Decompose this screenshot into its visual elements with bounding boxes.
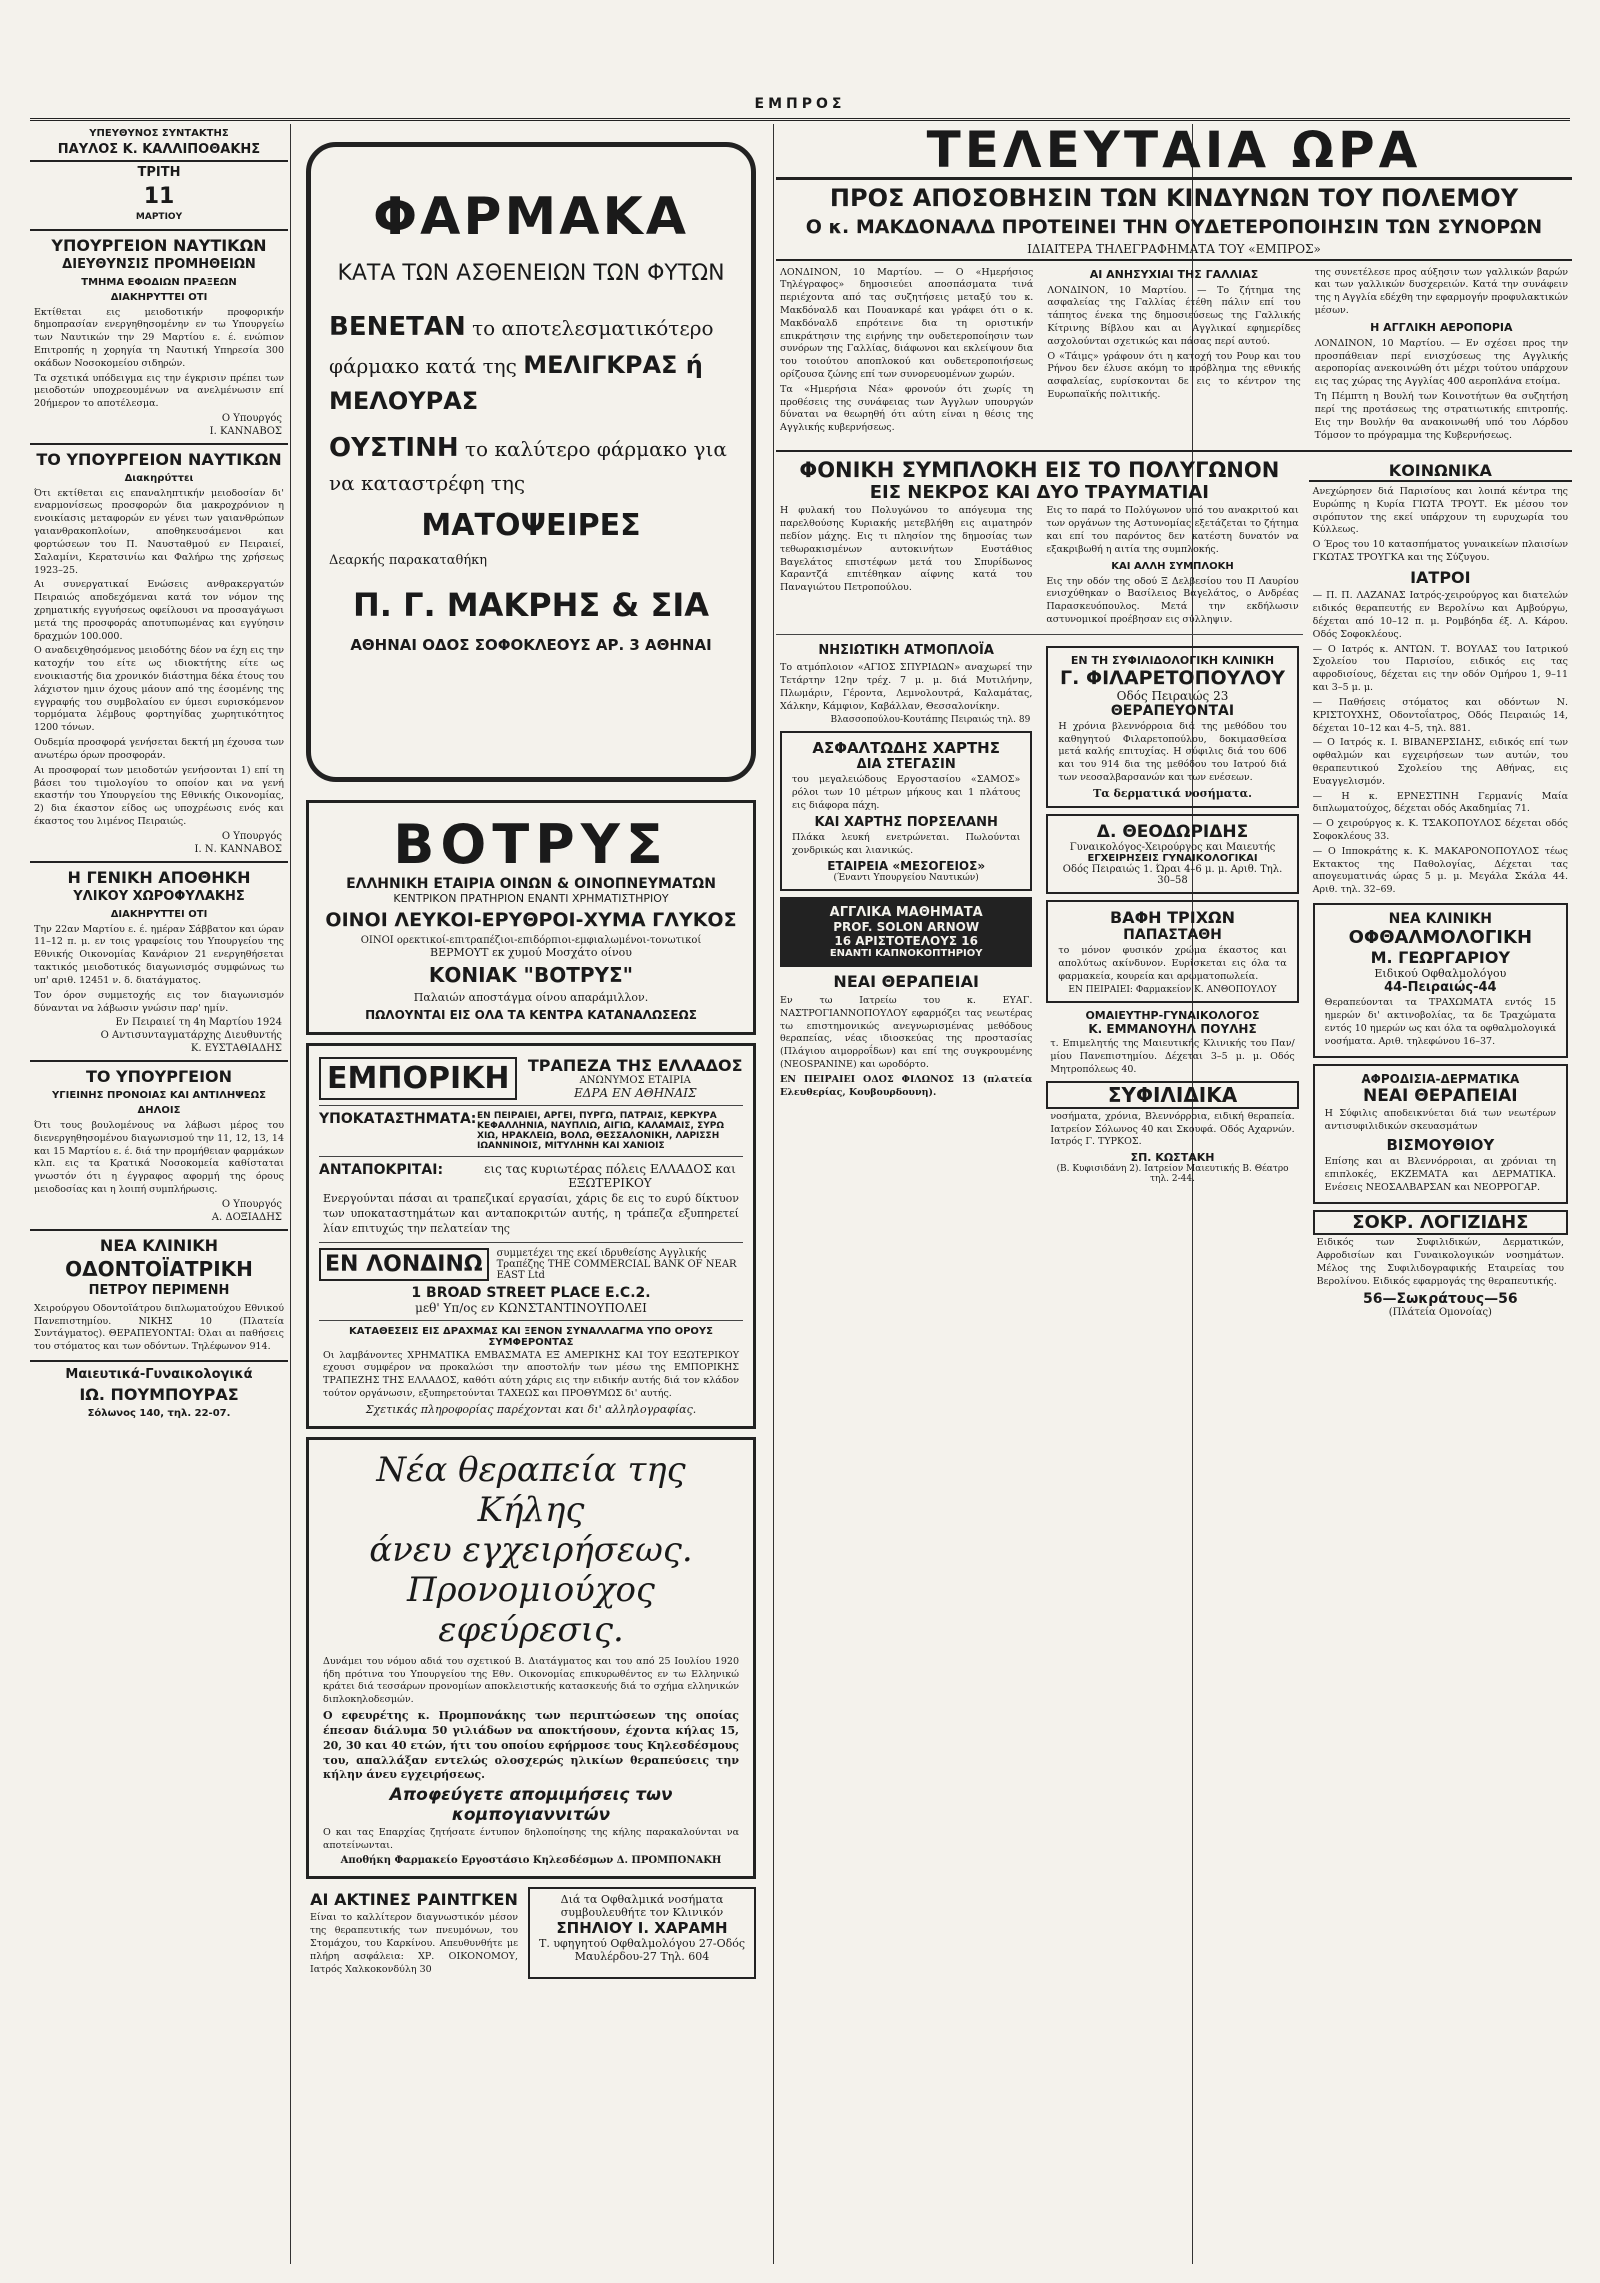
ad-title: ΝΕΑ ΚΛΙΝΙΚΗ (1388, 911, 1493, 928)
doctor-listing: — Π. Π. ΛΑΖΑΝΑΣ Ιατρός-χειρούργος και διατελών ειδικός θεραπευτής εν Βερολίνω και Αμβούργω, δέχεται από 10–12 π. μ. Ρομβόηδα έξ. Λ. Κάρου. Οδός Σοφοκλέους. (1312, 590, 1568, 640)
ad-title: ΒΑΦΗ ΤΡΙΧΩΝ (1109, 907, 1236, 927)
ad-body: Ο και τας Επαρχίας ζητήσατε έντυπον δηλοποίησης της κήλης παρακαλούνται να αποτείνωνται. (323, 1827, 739, 1852)
ad-title: ΝΕΑ ΚΛΙΝΙΚΗ (99, 1235, 219, 1255)
notice-body: Ότι εκτίθεται εις επαναληπτικήν μειοδοσίαν δι' εναρμονίσεως προσφορών δια μακροχρόνιον η ενοικίασις μεταφορών εν γένει των γαιανθρώπων γαιανθρακοπλοίων, αποθηκευσάμενοι και φορτώσεων του Π. Ναυσταθμού εν Πειραιεί, Σαλαμίνι, Κερατσινίω και Φαλήρω της χρήσεως 1923–25. (34, 487, 284, 576)
ad-address: Οδός Πειραιώς 23 (1116, 688, 1229, 703)
column-1 (30, 124, 288, 2269)
ad-emporiki-bank (306, 1043, 756, 1429)
product-desc: το καλύτερο φάρμακο για να καταστρέφη της (329, 437, 727, 495)
ad-body: τ. Επιμελητής της Μαιευτικής Κλινικής του Παν/μίου Πανεπιστημίου. Δέχεται 3–5 μ. μ. Οδός Μητροπόλεως 40. (1050, 1038, 1295, 1075)
ad-subtitle: ΕΛΛΗΝΙΚΗ ΕΤΑΙΡΙΑ ΟΙΝΩΝ & ΟΙΝΟΠΝΕΥΜΑΤΩΝ (346, 876, 716, 892)
ad-title: ΕΝ ΤΗ ΣΥΦΙΛΙΔΟΛΟΓΙΚΗ ΚΛΙΝΙΚΗ (1070, 653, 1275, 667)
bank-info: Σχετικάς πληροφορίας παρέχονται και δι' αλληλογραφίας. (365, 1402, 697, 1416)
ad-body: Επίσης και αι Βλεννόρροιαι, αι χρόνιαι τη επιπλοκές, ΕΚΖΕΜΑΤΑ και ΔΕΡΜΑΤΙΚΑ. Ενέσεις ΝΕΟΣΑΛΒΑΡΣΑΝ και ΝΕΟΡΡΟΓΑΡ. (1324, 1155, 1556, 1193)
ad-name: ΣΠ. ΚΩΣΤΑΚΗ (1130, 1151, 1215, 1165)
ad-address: 16 ΑΡΙΣΤΟΤΕΛΟΥΣ 16 (834, 934, 978, 949)
ad-subtitle: ΚΑΤΑ ΤΩΝ ΑΣΘΕΝΕΙΩΝ ΤΩΝ ΦΥΤΩΝ (337, 261, 725, 286)
bank-subtitle: ΤΡΑΠΕΖΑ ΤΗΣ ΕΛΛΑΔΟΣ (527, 1056, 743, 1075)
bank-deposits: ΚΑΤΑΘΕΣΕΙΣ ΕΙΣ ΔΡΑΧΜΑΣ ΚΑΙ ΞΕΝΟΝ ΣΥΝΑΛΛΑΓΜΑ ΥΠΟ ΟΡΟΥΣ ΣΥΜΦΕΡΟΝΤΑΣ (349, 1325, 713, 1348)
bank-branches-label: ΥΠΟΚΑΤΑΣΤΗΜΑΤΑ: (319, 1111, 477, 1127)
section-title: ΚΟΙΝΩΝΙΚΑ (1309, 462, 1572, 482)
ad-body: Ο εφευρέτης κ. Προμπονάκης των περιπτώσεων της οποίας έπεσαν διάλυμα 50 γιλιάδων να αποκτήσουν, έχοντα κήλας 15, 20, 30 και 40 ετών, ήτι του οποίου εφήρμοσε τους Κηλεσδέσμους του, απαλλάξαν εντελώς ολοσχερώς ηλικίων θεραπεύσεις την κήλην άνευ εγχειρήσεως. (323, 1709, 739, 1782)
ad-body: ΒΕΡΜΟΥΤ εκ χυμού Μοσχάτο οίνου (430, 946, 632, 959)
ad-gynecologist (1046, 814, 1298, 894)
ad-subtitle: ΚΑΙ ΧΑΡΤΗΣ ΠΟΡΣΕΛΑΝΗ (814, 814, 998, 830)
ad-logizidis (1313, 1210, 1568, 1317)
article-subtitle: ΕΙΣ ΝΕΚΡΟΣ ΚΑΙ ΔΥΟ ΤΡΑΥΜΑΤΙΑΙ (869, 482, 1209, 504)
notice-health-ministry (30, 1068, 288, 1222)
column-rule (290, 124, 291, 2264)
ad-tagline: Δεαρκής παρακαταθήκη (329, 553, 488, 568)
ad-name: ΠΑΠΑΣΤΑΘΗ (1123, 926, 1222, 943)
notice-subtitle: ΔΙΑΚΗΡΥΤΤΕΙ ΟΤΙ (110, 908, 208, 920)
ad-body: Χειρούργου Οδοντοϊάτρου διπλωματούχου Εθνικού Πανεπιστημίου. ΝΙΚΗΣ 10 (Πλατεία Συντάγματος). ΘΕΡΑΠΕΥΟΝΤΑΙ: Όλαι αι παθήσεις του στόματος και των οδόντων. Τηλέφωνον 914. (34, 1302, 284, 1353)
bank-remittances: Οι λαμβάνοντες ΧΡΗΜΑΤΙΚΑ ΕΜΒΑΣΜΑΤΑ ΕΞ ΑΜΕΡΙΚΗΣ ΚΑΙ ΤΟΥ ΕΞΩΤΕΡΙΚΟΥ εχουσι συμφέρον να προκαλώσι την αποστολήν των μέσω της ΕΜΠΟΡΙΚΗΣ ΤΡΑΠΕΖΗΣ ΤΗΣ ΕΛΛΑΔΟΣ, καθότι αύτη χάρις εις την ειδικήν αυτής διά τον κλάδον τούτον οργάνωσιν, εξυπηρετούνται ΤΑΧΕΩΣ και ΠΡΟΘΥΜΩΣ δι' αυτής. (323, 1349, 739, 1399)
ad-body: Η χρόνια βλεννόρροια διά της μεθόδου του καθηγητού Φιλαρετοπούλου, δοκιμασθείσα μετά καλής επιτυχίας. Η σύφιλις διά του 606 και του 914 δια της μεθόδου του Ιατρού διά των νεοσαλβαρσανών και των ενέσεων. (1058, 720, 1287, 784)
ad-body: Η Σύφιλις αποδεικνύεται διά των νεωτέρων αντισυφιλιδικών σκευασμάτων (1324, 1108, 1556, 1133)
bank-london-text: συμμετέχει της εκεί ιδρυθείσης Αγγλικής Τραπέζης THE COMMERCIAL BANK OF NEAR EAST Ltd (496, 1247, 737, 1281)
article-body: Τα «Ημερήσια Νέα» φρονούν ότι χωρίς τη προθέσεις της συνάφειας των Άγγλων υπουργών δύναται να θεωρηθή ότι αύτη είναι η θέσις της Αγγλικής κυβερνήσεως. (780, 383, 1034, 434)
ad-address: Βλασσοπούλου-Κουτάπης Πειραιώς τηλ. 89 (830, 715, 1031, 726)
ad-subtitle: Ειδικού Οφθαλμολόγου (1374, 967, 1507, 981)
article-body: Εις το παρά το Πολύγωνον υπό του ανακριτού και των οργάνων της Αστυνομίας εξετάζεται το ζήτημα και επί του παρόντος δεν κατέστη δυνατόν να εξακριβωθή η αιτία της συμπλοκής. (1046, 505, 1299, 555)
ad-address: Σόλωνος 140, τηλ. 22-07. (87, 1407, 231, 1419)
bank-subtitle: ΑΝΩΝΥΜΟΣ ΕΤΑΙΡΙΑ (579, 1075, 691, 1086)
ad-name: Κ. ΕΜΜΑΝΟΥΗΛ ΠΟΥΛΗΣ (1088, 1022, 1257, 1037)
product-target: ΜΕΛΙΓΚΡΑΣ ή ΜΕΛΟΥΡΑΣ (329, 351, 703, 415)
notice-gendarmerie (30, 869, 288, 1055)
article-title: Η ΑΓΓΛΙΚΗ ΑΕΡΟΠΟΡΙΑ (1370, 320, 1513, 334)
bank-operations: Ενεργούνται πάσαι αι τραπεζικαί εργασίαι, χάρις δε εις το ευρύ δίκτυον των υποκαταστημάτων και ανταποκριτών αυτής, η τράπεζα εξυπηρετεί λίαν επιτυχώς την πελατείαν της (323, 1192, 739, 1235)
notice-date: Εν Πειραιεί τη 4η Μαρτίου 1924 (115, 1017, 282, 1029)
doctor-listing: — Παθήσεις στόματος και οδόντων Ν. ΚΡΙΣΤΟΥΧΗΣ, Οδοντοΐατρος, Οδός Πειραιώς 14, δέχεται 10–12 και 4–5, τηλ. 881. (1312, 696, 1568, 734)
ad-plant-medicines (306, 142, 756, 782)
notice-subtitle: ΔΗΛΟΙΣ (137, 1104, 181, 1116)
social-body: Ανεχώρησεν διά Παρισίους και λοιπά κέντρα της Ευρώπης η Κυρία ΓΙΩΤΑ ΤΡΟΥΤ. Εκ μέσου τον σιρόπυτον της εκεί υπάρχουν τη ευρυχωρία του Κύλλεως. (1312, 485, 1568, 536)
ad-body: Εν τω Ιατρείω του κ. ΕΥΑΓ. ΝΑΣΤΡΟΓΙΑΝΝΟΠΟΥΛΟΥ εφαρμόζει τας νεωτέρας τω επιστημονικώς ανεγνωρισμένας μεθόδους θεραπείας, νέας ιδιοσκεύας της προστασίας (Πλάγιου αιμορροΐδων) και επί της συγκρουμένης (NEOSPANINE) και ωροδόρτο. (780, 995, 1033, 1071)
ad-address: 56—Σωκράτους—56 (1363, 1290, 1518, 1307)
ad-name: ΠΕΤΡΟΥ ΠΕΡΙΜΕΝΗ (88, 1283, 230, 1299)
article-body: Τη Πέμπτη η Βουλή των Κοινοτήτων θα συζητήση περί της προτάσεως της στρατιωτικής επιτροπής. Εις την Βουλήν θα ανακοινωθή υπό του Λόρδου Τόμσον το πρόγραμμα της Κυβερνήσεως. (1314, 391, 1568, 441)
masthead: ΕΜΠΡΟΣ (30, 96, 1570, 121)
ad-address: (Έναντι Υπουργείου Ναυτικών) (833, 873, 979, 884)
ad-name: ΙΩ. ΠΟΥΜΠΟΥΡΑΣ (79, 1385, 239, 1405)
column-rule (773, 124, 774, 2264)
day-label: ΤΡΙΤΗ (137, 165, 181, 181)
ad-body: Παλαιών αποστάγμα οίνου απαράμιλλον. (413, 991, 649, 1004)
ad-body: Το ατμόπλοιον «ΑΓΙΟΣ ΣΠΥΡΙΔΩΝ» αναχωρεί την Τετάρτην 12ην τρέχ. 7 μ. μ. διά Μυτιλήνην, Πλωμάριν, Γέροντα, Λεμνολουτρά, Καλαμάτας, Χάλκην, Κάμφιον, Καβάλλαν, Θεσσαλονίκην. (780, 662, 1033, 712)
notice-title: ΤΟ ΥΠΟΥΡΓΕΙΟΝ ΝΑΥΤΙΚΩΝ (36, 450, 282, 470)
headline-sub: ΠΡΟΣ ΑΠΟΣΟΒΗΣΙΝ ΤΩΝ ΚΙΝΔΥΝΩΝ ΤΟΥ ΠΟΛΕΜΟΥ (829, 183, 1519, 212)
ad-hair-dye (1046, 900, 1298, 1003)
notice-subtitle: ΥΓΙΕΙΝΗΣ ΠΡΟΝΟΙΑΣ ΚΑΙ ΑΝΤΙΛΗΨΕΩΣ (52, 1089, 266, 1101)
headline-sub: ΙΔΙΑΙΤΕΡΑ ΤΗΛΕΓΡΑΦΗΜΑΤΑ ΤΟΥ «ΕΜΠΡΟΣ» (776, 242, 1572, 261)
article-body: ΛΟΝΔΙΝΟΝ, 10 Μαρτίου. — Ο «Ημερήσιος Τηλέγραφος» δημοσιεύει αποσπάσματα τινά περιέχοντα από τας συζητήσεις μεταξύ του κ. Μακδόναλδ και Πουανκαρέ και γράφει ότι ο κ. Μακδόναλδ επρότεινε δια τη οριστικήν επικράτησιν της ειρήνης την ουδετεροποίησιν των συνόρων της Γαλλίας, διάφωνοι και εκλείψουν δια του τοιούτου αποπλοκού και ουδετεροποιήσεως ορίζουσα ζώνης επί των συνορευομένων χωρών. (780, 266, 1034, 380)
ad-title: Προνομιούχος εφεύρεσις. (407, 1569, 655, 1650)
ad-address: Αποθήκη Φαρμακείο Εργοστάσιο Κηλεσδέσμων Δ. ΠΡΟΜΠΟΝΑΚΗ (340, 1854, 722, 1866)
bank-correspondents: εις τας κυριωτέρας πόλεις ΕΛΛΑΔΟΣ και ΕΞΩΤΕΡΙΚΟΥ (484, 1162, 736, 1190)
ad-products: ΟΙΝΟΙ ΛΕΥΚΟΙ-ΕΡΥΘΡΟΙ-ΧΥΜΑ ΓΛΥΚΟΣ (325, 909, 737, 931)
ad-obstetrician (1046, 1009, 1298, 1076)
ad-title: ΟΦΘΑΛΜΟΛΟΓΙΚΗ (1348, 927, 1533, 949)
notice-subtitle: ΔΙΕΥΘΥΝΣΙΣ ΠΡΟΜΗΘΕΙΩΝ (62, 257, 256, 273)
ad-title: ΣΥΦΙΛΙΔΙΚΑ (1046, 1081, 1298, 1109)
notice-signature: Ι. ΚΑΝΝΑΒΟΣ (209, 426, 282, 438)
notice-signature: Ο Αντισυνταγματάρχης Διευθυντής (100, 1030, 282, 1042)
bank-name: ΕΜΠΟΡΙΚΗ (319, 1057, 517, 1100)
ad-body: Δυνάμει του νόμου αδιά του σχετικού Β. Διατάγματος και του από 25 Ιουλίου 1920 ήδη πρότινα του Υπουργείου της Εθν. Οικονομίας επικυρωθέντος εν τω Ελληνικώ κράτει διά τεσσάρων προνομίων αποκλειστικής κατασκευής διά το σχήμα ελληνικών διπλοκηλοδεσμών. (323, 1655, 739, 1706)
notice-signature: Α. ΔΟΞΙΑΔΗΣ (211, 1211, 282, 1223)
notice-body: Αι συνεργατικαί Ενώσεις ανθρακεργατών Πειραιώς αποδεχόμεναι κατά τον νόμον της χρηματικής εγγυήσεως οφείλουσι να προσαγάγωσι μετά της προσφοράς αποτυπωμένας και εγγύησιν δραχμών 100.000. (34, 579, 284, 642)
bank-london-address: μεθ' Υπ/ος εν ΚΩΝΣΤΑΝΤΙΝΟΥΠΟΛΕΙ (415, 1300, 647, 1315)
ad-subtitle: ΕΓΧΕΙΡΗΣΕΙΣ ΓΥΝΑΙΚΟΛΟΓΙΚΑΙ (1087, 852, 1258, 864)
product-desc: το αποτελεσματικότερο φάρμακο κατά της (329, 316, 714, 378)
bank-subtitle: ΕΔΡΑ ΕΝ ΑΘΗΝΑΙΣ (574, 1086, 697, 1100)
lower-row (776, 458, 1572, 1321)
ad-votrys-wines (306, 800, 756, 1035)
notice-body: Αι προσφοραί των μειοδοτών γενήσονται 1) επί τη βάσει του τιμολογίου το οποίον και να γενή εκαστήν του Υπουργείου της Εθνικής Οικονομίας, 2) δια έκαστον είδος ως υποχρέωσις ενός και έκαστος του λιμένος Πειραιώς. (34, 764, 284, 827)
ad-body: Πλάκα λευκή ενετρώνεται. Πωλούνται χονδρικώς και λιανικώς. (792, 831, 1021, 856)
headline-sub: Ο κ. ΜΑΚΔΟΝΑΛΔ ΠΡΟΤΕΙΝΕΙ ΤΗΝ ΟΥΔΕΤΕΡΟΠΟΙΗΣΙΝ ΤΩΝ ΣΥΝΟΡΩΝ (805, 215, 1543, 238)
ad-name: ΣΟΚΡ. ΛΟΓΙΖΙΔΗΣ (1313, 1210, 1568, 1235)
section-title: ΙΑΤΡΟΙ (1410, 567, 1471, 587)
ad-title: ΑΓΓΛΙΚΑ ΜΑΘΗΜΑΤΑ (829, 905, 983, 921)
ad-title: ΑΙ ΑΚΤΙΝΕΣ ΡΑΙΝΤΓΚΕΝ (310, 1889, 518, 1909)
article-body: Εις την οδόν της οδού Ξ Δελβεσίου του Π Λαυρίου ενισχύθηκαν ο Βασίλειος Βαγελάτος, ο Ανδρέας Παρασκευόπουλος. Μετά την εκδήλωσιν αστυνομικοί προέβησαν εις σύλληψιν. (1046, 575, 1299, 626)
ad-title: Νέα θεραπεία της Κήλης (376, 1449, 686, 1530)
ad-company: Π. Γ. ΜΑΚΡΗΣ & ΣΙΑ (353, 586, 709, 624)
article-body: Ο «Τάιμς» γράφουν ότι η κατοχή του Ρουρ και του Ρήνου δεν έλυσε ακόμη το πρόβλημα της εθνικής ασφαλείας, ευρίσκονται δε εις το κέντρον της Ευρωπαϊκής πολιτικής. (1047, 350, 1301, 401)
notice-body: Τον όρον συμμετοχής εις τον διαγωνισμόν δύνανται να λάβωσιν γνώσιν παρ' ημίν. (34, 989, 284, 1014)
notice-body: Εκτίθεται εις μειοδοτικήν προφορικήν δημοπρασίαν ενεργηθησομένην εν τω Υπουργείω των Ναυτικών την 29 Μαρτίου ε. έ. ενώπιον Επιτροπής η χορηγία τη Ναυτική Υπηρεσία 300 οκάδων Νοσοκομείου σιδηρών. (34, 306, 284, 369)
article-body: ΛΟΝΔΙΝΟΝ, 10 Μαρτίου. — Εν σχέσει προς την προσπάθειαν περί ενισχύσεως της Αγγλικής αεροπορίας ανεκοινώθη ότι μέχρι τούτου υπάρχουν εις τας χώρας της Αγγλίας 400 αεροπλάνα ετοίμα. (1314, 337, 1568, 388)
ad-name: Μ. ΓΕΩΡΓΑΡΙΟΥ (1370, 948, 1511, 968)
headline: ΤΕΛΕΥΤΑΙΑ ΩΡΑ (776, 124, 1572, 180)
bank-correspondents-label: ΑΝΤΑΠΟΚΡΙΤΑΙ: (319, 1162, 444, 1178)
ad-body: Τα δερματικά νοσήματα. (1093, 786, 1252, 800)
ad-address: ΕΝ ΠΕΙΡΑΙΕΙ ΟΔΟΣ ΦΙΛΩΝΟΣ 13 (πλατεία Ελευθερίας, Κουβουρδουνη). (780, 1073, 1033, 1098)
ad-address: 44-Πειραιώς-44 (1384, 980, 1497, 996)
ad-subtitle: ΘΕΡΑΠΕΥΟΝΤΑΙ (1110, 702, 1235, 719)
ad-body: Ειδικός των Συφιλιδικών, Δερματικών, Αφροδισίων και Γυναικολογικών νοσημάτων. Μέλος της Συφιλιδογραφικής Εταιρείας του Βερολίνου. Ειδικός εφαρμογάς της θεραπευτικής. (1316, 1237, 1564, 1287)
notice-subtitle: ΔΙΑΚΗΡΥΤΤΕΙ ΟΤΙ (110, 291, 208, 303)
ad-syphilis-clinic (1046, 646, 1298, 808)
ad-address: ΕΝ ΠΕΙΡΑΙΕΙ: Φαρμακείον Κ. ΑΝΘΟΠΟΥΛΟΥ (1068, 985, 1277, 996)
bank-branches: ΕΝ ΠΕΙΡΑΙΕΙ, ΑΡΓΕΙ, ΠΥΡΓΩ, ΠΑΤΡΑΙΣ, ΚΕΡΚΥΡΑ ΚΕΦΑΛΛΗΝΙΑ, ΝΑΥΠΛΙΩ, ΑΙΓΙΩ, ΚΑΛΑΜΑΙΣ, ΣΥΡΩ ΧΙΩ, ΗΡΑΚΛΕΙΩ, ΒΟΛΩ, ΘΕΣΣΑΛΟΝΙΚΗ, ΛΑΡΙΣΣΗ ΙΩΑΝΝΙΝΟΙΣ, ΜΙΤΥΛΗΝΗ ΚΑΙ ΧΑΝΙΟΙΣ (477, 1111, 725, 1151)
doctor-listing: — Ο Ιπποκράτης κ. Κ. ΜΑΚΑΡΟΝΟΠΟΥΛΟΣ τέως Εκτακτος της Παθολογίας, Δέχεται τας απογευματινάς ώρας 5 μ. μ. Μεγάλα Σκάλα 44. Αριθ. τηλ. 32–69. (1312, 845, 1568, 896)
ad-name: PROF. SOLON ARNOW (833, 920, 980, 935)
column-3 (776, 124, 1572, 2269)
ad-company: ΕΤΑΙΡΕΙΑ «ΜΕΣΟΓΕΙΟΣ» (827, 859, 986, 874)
notice-signature: Ι. Ν. ΚΑΝΝΑΒΟΣ (194, 843, 282, 855)
ad-subtitle: ΔΙΑ ΣΤΕΓΑΣΙΝ (856, 757, 956, 773)
doctor-listing: — Ο χειρούργος κ. Κ. ΤΣΑΚΟΠΟΥΛΟΣ δέχεται οδός Σοφοκλέους 33. (1312, 818, 1568, 843)
bank-london: ΕΝ ΛΟΝΔΙΝΩ (319, 1248, 489, 1281)
notice-title: ΥΠΟΥΡΓΕΙΟΝ ΝΑΥΤΙΚΩΝ (51, 235, 267, 255)
notice-signature: Ο Υπουργός (221, 413, 282, 425)
ad-name: ΣΠΗΛΙΟΥ Ι. ΧΑΡΑΜΗ (556, 1918, 728, 1937)
ad-subtitle: ΚΕΝΤΡΙΚΟΝ ΠΡΑΤΗΡΙΟΝ ΕΝΑΝΤΙ ΧΡΗΜΑΤΙΣΤΗΡΙΟΥ (393, 892, 669, 905)
ad-title: άνευ εγχειρήσεως. (369, 1529, 693, 1570)
ad-body: Διά τα Οφθαλμικά νοσήματα συμβουλευθήτε τον Κλινικόν (560, 1892, 724, 1919)
ad-address: Τ. υφηγητού Οφθαλμολόγου 27-Οδός Μαυλέρδου-27 Τηλ. 604 (539, 1936, 745, 1963)
column-4-content (1309, 458, 1572, 1321)
ad-body: ΟΙΝΟΙ ορεκτικοί-επιτραπέζιοι-επιδόρπιοι-εμφιαλωμένοι-τονωτικοί (360, 935, 702, 946)
notice-body: Τα σχετικά υπόδειγμα εις την έγκρισιν πρέπει των μειοδοτών υποχρεουμένων να ανελμένωσιν επί 20ήμερον το αποτέλεσμα. (34, 372, 284, 410)
ad-ophthalmology (528, 1887, 756, 1979)
ad-gynecology (30, 1368, 288, 1419)
ad-dental-clinic (30, 1237, 288, 1354)
ad-name: Δ. ΘΕΟΔΩΡΙΔΗΣ (1096, 821, 1249, 842)
notice-body: Την 22αν Μαρτίου ε. έ. ημέραν Σάββατον και ώραν 11–12 π. μ. εν τοις γραφείοις του Υπουργείου της Εθνικής Οικονομίας Κανάριον 21 ενεργηθήσεται τακτικός μειοδοτικός διαγωνισμός συμφώνως τω υπ' αριθ. 12451 ν. δ. διατάγματος. (34, 923, 284, 986)
ad-title: ΝΗΣΙΩΤΙΚΗ ΑΤΜΟΠΛΟΪΑ (818, 642, 994, 658)
ad-body: νοσήματα, χρόνια, Βλεννόρροια, ειδική θεραπεία. Ιατρείον Σόλωνος 40 και Σκουφά. Οδός Αχαρνών. Ιατρός Γ. ΤΥΡΚΟΣ. (1050, 1110, 1295, 1148)
ad-hernia-treatment (306, 1437, 756, 1879)
article-subtitle: ΚΑΙ ΑΛΛΗ ΣΥΜΠΛΟΚΗ (1111, 560, 1234, 572)
ad-name: Γ. ΦΙΛΑΡΕΤΟΠΟΥΛΟΥ (1060, 666, 1286, 689)
editor-name: ΠΑΥΛΟΣ Κ. ΚΑΛΛΙΠΟΘΑΚΗΣ (30, 143, 288, 162)
product-name: ΒΕΝΕΤΑΝ (329, 312, 466, 342)
notice-signature: Κ. ΕΥΣΤΑΘΙΑΔΗΣ (190, 1043, 282, 1055)
notice-body: Ότι τους βουλομένους να λάβωσι μέρος του διενεργηθησομένου διαγωνισμού την 11, 12, 13, 14 και 15 Μαρτίου ε. έ. διά την προμήθειαν φαρμάκων κλπ. εις τα Κρατικά Νοσοκομεία καθίσταται γνωστόν ότι η έγγραφος αφορμή της όρους μειοδοσίας και η λοιπή συμπλήρωσις. (34, 1119, 284, 1196)
doctor-listing: — Ο Ιατρός κ. ΑΝΤΩΝ. Τ. ΒΟΥΛΑΣ του Ιατρικού Σχολείου του Παρισίου, ειδικός εις τας αφροδισίους, δέχεται εις την οδόν Ομήρου 1, 9–11 και 3–5 μ. μ. (1312, 643, 1568, 694)
month-label: ΜΑΡΤΙΟΥ (135, 211, 183, 222)
ad-title: ΟΜΑΙΕΥΤΗΡ-ΓΥΝΑΙΚΟΛΟΓΟΣ (1085, 1009, 1260, 1023)
article-title: ΦΟΝΙΚΗ ΣΥΜΠΛΟΚΗ ΕΙΣ ΤΟ ΠΟΛΥΓΩΝΟΝ (799, 458, 1280, 483)
ad-asphalt-paper (780, 731, 1032, 891)
notice-signature: Ο Υπουργός (221, 1198, 282, 1210)
ad-eye-clinic (1313, 903, 1568, 1058)
article-title: ΑΙ ΑΝΗΣΥΧΙΑΙ ΤΗΣ ΓΑΛΛΙΑΣ (1089, 267, 1259, 281)
notice-signature: Ο Υπουργός (221, 830, 282, 842)
date-number: 11 (143, 183, 175, 209)
ad-title: ΝΕΑΙ ΘΕΡΑΠΕΙΑΙ (1363, 1086, 1518, 1107)
ad-syphilis (1046, 1081, 1298, 1184)
notice-subtitle: Διακηρύττει (124, 472, 194, 484)
ad-title: ΝΕΑΙ ΘΕΡΑΠΕΙΑΙ (833, 972, 979, 992)
ad-title: ΦΑΡΜΑΚΑ (372, 187, 690, 247)
social-body: Ο Έρος του 10 κατασπήματος γυναικείων πλαισίων ΓΚΩΤΑΣ ΤΡΟΥΓΚΑ και της Σύζυγου. (1312, 539, 1568, 563)
notice-body: Ο αναδειχθησόμενος μειοδότης δέον να έχη εις την κατοχήν του είτε ως ιδιοκτήτης είτε ως ενοικιαστής δια χρονικόν διάστημα δέκα έτους του λάχιστον ημιν όχους μάουν από της έσομένης της εγγραφής του συμβολαίου εν ύμεσι ευρισκόμενον τορμόματα λέμβους φορτηγίδας χωρητικότητος 1200 τόνων. (34, 645, 284, 734)
ad-address: ΕΝΑΝΤΙ ΚΑΠΝΟΚΟΠΤΗΡΙΟΥ (829, 948, 983, 960)
telegraph-row (776, 265, 1572, 445)
ad-title: ΑΦΡΟΔΙΣΙΑ-ΔΕΡΜΑΤΙΚΑ (1361, 1072, 1520, 1087)
ad-body: το μόνον φυσικόν χρώμα έκαστος και απολύτως ακίνδυνον. Ευρίσκεται εις όλα τα φαρμακεία, κουρεία και αρωματοπωλεία. (1058, 944, 1287, 982)
ad-title: ΑΣΦΑΛΤΩΔΗΣ ΧΑΡΤΗΣ (812, 739, 1000, 758)
column-2 (292, 124, 770, 2269)
ad-product: ΚΟΝΙΑΚ "ΒΟΤΡΥΣ" (428, 963, 634, 987)
ad-footer: ΠΩΛΟΥΝΤΑΙ ΕΙΣ ΟΛΑ ΤΑ ΚΕΝΤΡΑ ΚΑΤΑΝΑΛΩΣΕΩΣ (365, 1008, 697, 1022)
bottom-ads-row (306, 1887, 756, 1979)
bank-london-address: 1 BROAD STREET PLACE E.C.2. (411, 1284, 651, 1301)
product-name: ΟΥΣΤΙΝΗ (329, 433, 459, 463)
ad-address: (Β. Κυφισιδάνη 2). Ιατρείον Μαιευτικής Β. Θέατρο τηλ. 2-44. (1056, 1164, 1289, 1185)
notice-title: Η ΓΕΝΙΚΗ ΑΠΟΘΗΚΗ (67, 867, 251, 887)
editor-label: ΥΠΕΥΘΥΝΟΣ ΣΥΝΤΑΚΤΗΣ (89, 128, 229, 139)
article-body: ΛΟΝΔΙΝΟΝ, 10 Μαρτίου. — Το ζήτημα της ασφαλείας της Γαλλίας έτέθη πάλιν επί του τάπητος ένεκα της δημοσιεύσεως της Γαλλικής Κίτρινης Βίβλου και αι Αγγλικαί εφημερίδες ασχολούνται σχετικώς και πάσας περί αυτού. (1047, 284, 1301, 347)
notice-subtitle: ΤΜΗΜΑ ΕΦΟΔΙΩΝ ΠΡΑΞΕΩΝ (81, 276, 237, 288)
ad-venereal (1313, 1064, 1568, 1204)
notice-body: Ουδεμία προσφορά γενήσεται δεκτή μη έχουσα των ανωτέρω όρων προσφοράν. (34, 737, 284, 761)
ad-title: ΒΟΤΡΥΣ (393, 813, 669, 876)
ad-address: (Πλάτεία Ομονοίας) (1388, 1306, 1492, 1318)
ad-title: ΟΔΟΝΤΟΪΑΤΡΙΚΗ (65, 1257, 253, 1282)
ad-title: Μαιευτικά-Γυναικολογικά (65, 1366, 253, 1382)
ad-product: ΒΙΣΜΟΥΘΙΟΥ (1386, 1135, 1495, 1154)
ad-x-rays (306, 1887, 522, 1979)
article-body: της συνετέλεσε προς αύξησιν των γαλλικών βαρών και των γαλλικών δυσχερειών. Κατά την συνάφειν της η Αγγλία εδέχθη την εφαρμογήν προφυλακτικών μέσων. (1314, 266, 1568, 316)
ad-body: του μεγαλειώδους Εργοστασίου «ΣΑΜΟΣ» ρόλοι των 10 μέτρων μήκους και 1 πλάτους εις διάφορα πάχη. (792, 774, 1021, 812)
doctor-listing: — Η κ. ΕΡΝΕΣΤΙΝΗ Γερμανίς Μαία διπλωματούχος, δέχεται οδός Ακαδημίας 71. (1312, 790, 1568, 815)
ad-address: ΑΘΗΝΑΙ ΟΔΟΣ ΣΟΦΟΚΛΕΟΥΣ ΑΡ. 3 ΑΘΗΝΑΙ (350, 636, 712, 654)
ad-warning: Αποφεύγετε απομιμήσεις των κομπογιαννιτών (389, 1785, 673, 1826)
notice-navy-coal (30, 451, 288, 855)
ad-english-lessons (780, 897, 1032, 967)
article-body: Η φυλακή του Πολυγώνου το απόγευμα της παρελθούσης Κυριακής μετεβλήθη εις αιματηρόν πεδίον μάχης. Εις τι πλησίον της δημοσίας των τεθωρακισμένων αυτοκινήτων Ευστάθιος Βαγελάτος επιστέφων μετά του Σπυρίδωνος Καραντζά επιτέθηκαν αίφνης κατά του Παναγιώτου Πετροπούλου. (780, 505, 1033, 594)
product-target: ΜΑΤΟΨΕΙΡΕΣ (421, 508, 641, 543)
ad-body: Είναι το καλλίτερον διαγνωστικόν μέσον της θεραπευτικής των πνευμόνων, του Στομάχου, του Καρκίνου. Απευθυνθήτε με πλήρη ασφάλεια: ΧΡ. ΟΙΚΟΝΟΜΟΥ, Ιατρός Χαλκοκονδύλη 30 (310, 1912, 518, 1975)
notice-subtitle: ΥΛΙΚΟΥ ΧΩΡΟΦΥΛΑΚΗΣ (73, 889, 245, 905)
notice-title: ΤΟ ΥΠΟΥΡΓΕΙΟΝ (85, 1067, 233, 1087)
notice-navy-supplies (30, 237, 288, 437)
ad-body: Θεραπεύονται τα ΤΡΑΧΩΜΑΤΑ εντός 15 ημερών δι' ακτινοβολίας, τα δε Τραχώματα εντός 10 ημερών ως και όλα τα οφθαλμολογικά νοσήματα. Αριθ. τηλεφώνου 16–37. (1324, 997, 1556, 1047)
ad-address: Οδός Πειραιώς 1. Ώραι 4–6 μ. μ. Αριθ. Τηλ. 30–58 (1062, 863, 1283, 886)
ad-subtitle: Γυναικολόγος-Χειρούργος και Μαιευτής (1069, 841, 1276, 853)
doctor-listing: — Ο Ιατρός κ. Ι. ΒΙΒΑΝΕΡΣΙΔΗΣ, ειδικός επί των οφθαλμών και εγχειρήσεων των αυτών, του θεραπευτικού Σχολείου της Αθήνας, εις Ευαγγελισμόν. (1312, 737, 1568, 787)
